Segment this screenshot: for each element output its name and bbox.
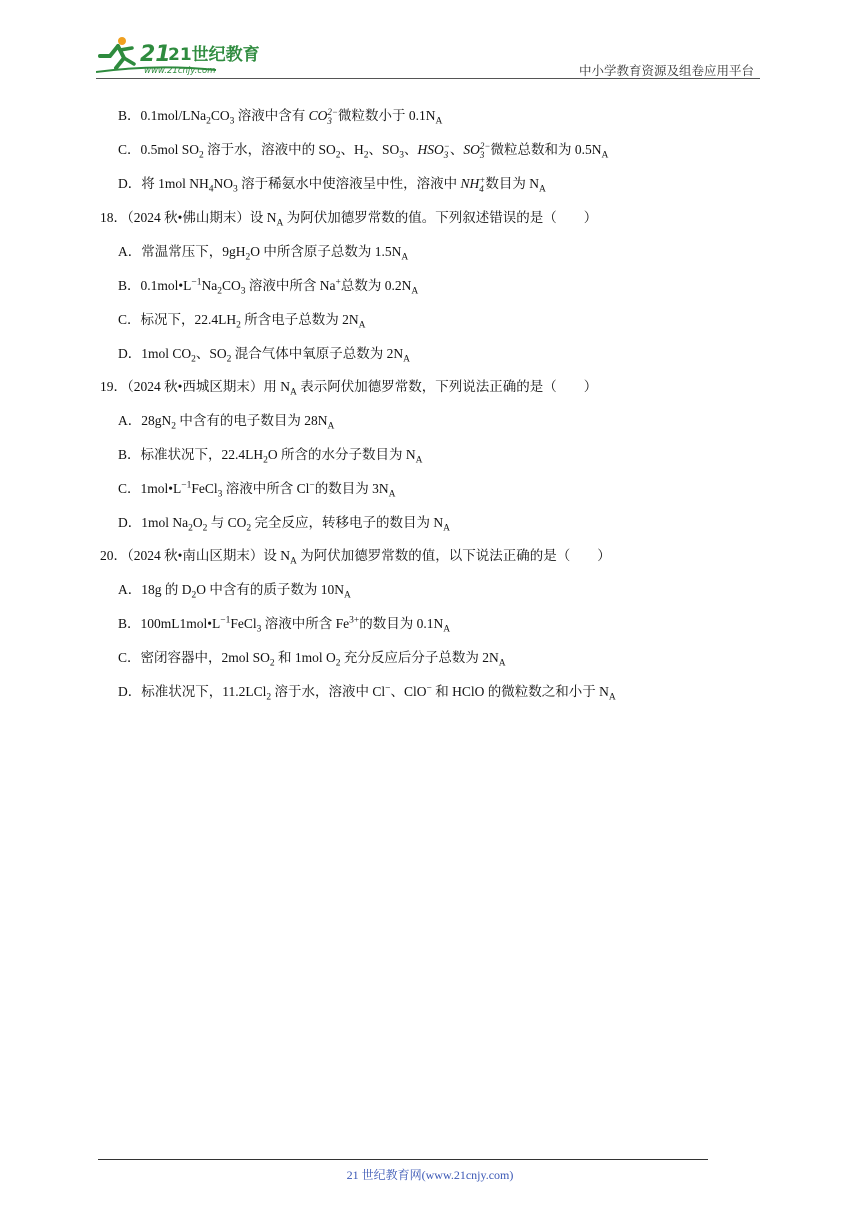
svg-text:21: 21 — [140, 42, 171, 67]
bisulfite-ion: HSO − 3 — [417, 140, 450, 160]
sulfite-ion: SO 2− 3 — [463, 140, 491, 160]
header-platform-name: 中小学教育资源及组卷应用平台 — [578, 63, 754, 78]
carbonate-ion: CO 2− 3 — [308, 106, 338, 126]
q18-option-c: C．标况下，$22.4LH_2$ 所含电子总数为 $2N_A$ — [118, 312, 366, 331]
q17-option-d: D．将 1mol $NH_4NO_3$ 溶于稀氨水中使溶液呈中性，溶液中 NH + 4 数目为 $N_A$ — [118, 174, 546, 195]
q19-stem: 19．（2024 秋•西城区期末）用 $N_A$ 表示阿伏加德罗常数，下列说法正确的是（ ） — [100, 379, 598, 398]
q18-stem: 18．（2024 秋•佛山期末）设 $N_A$ 为阿伏加德罗常数的值。下列叙述错误的是（ ） — [100, 210, 598, 229]
svg-text:www.21cnjy.com: www.21cnjy.com — [144, 66, 216, 76]
svg-text:21世纪教育: 21世纪教育 — [168, 45, 260, 65]
site-logo[interactable] — [96, 34, 266, 76]
header-divider — [96, 78, 760, 79]
runner-logo-icon — [96, 34, 266, 76]
q20-option-a: A．18g 的 $D_2O$ 中含有的质子数为 $10N_A$ — [118, 582, 351, 601]
q20-option-b: B．$100mL1mol•L^{-1}FeCl_3$ 溶液中所含 $Fe^{3+}$的数目为 $0.1N_A$ — [118, 615, 451, 635]
q18-option-d: D．1mol $CO_2$、$SO_2$ 混合气体中氧原子总数为 $2N_A$ — [118, 346, 411, 365]
footer-divider — [98, 1159, 708, 1160]
q18-option-b: B．$0.1mol•L^{-1}Na_2CO_3$ 溶液中所含 Na+总数为 $0.2N_A$ — [118, 277, 419, 297]
q19-option-c: C．$1mol•L^{-1}FeCl_3$ 溶液中所含 Cl−的数目为 $3N_A$ — [118, 480, 396, 500]
q19-option-d: D．1mol $Na_2O_2$ 与 $CO_2$ 完全反应，转移电子的数目为 $N_A$ — [118, 515, 451, 534]
q18-option-a: A．常温常压下，$9gH_2O$ 中所含原子总数为 $1.5N_A$ — [118, 244, 409, 263]
q20-stem: 20．（2024 秋•南山区期末）设 $N_A$ 为阿伏加德罗常数的值，以下说法正确的是（ ） — [100, 548, 611, 567]
q19-option-a: A．$28gN_2$ 中含有的电子数目为 $28N_A$ — [118, 413, 335, 432]
page-header — [96, 34, 760, 78]
q17-option-c: C．0.5mol $SO_2$ 溶于水，溶液中的 $SO_2$、$H_2$、$SO_3$、HSO − 3 、SO 2− 3 微粒总数和为 $0.5N_A$ — [118, 140, 609, 161]
q17-option-b: B．$0.1mol/LNa_2CO_3$ 溶液中含有 CO 2− 3 微粒数小于 $0.1N_A$ — [118, 106, 443, 127]
ammonium-ion: NH + 4 — [460, 174, 486, 194]
q20-option-d: D．标准状况下，11.2LCl$_2$ 溶于水，溶液中 Cl−、ClO− 和 HClO 的微粒数之和小于 $N_A$ — [118, 683, 616, 703]
footer-site-link[interactable]: 21 世纪教育网(www.21cnjy.com) — [346, 1168, 514, 1182]
q20-option-c: C．密闭容器中，2mol $SO_2$ 和 1mol $O_2$ 充分反应后分子总数为 $2N_A$ — [118, 650, 506, 669]
q19-option-b: B．标准状况下，$22.4LH_2O$ 所含的水分子数目为 $N_A$ — [118, 447, 423, 466]
